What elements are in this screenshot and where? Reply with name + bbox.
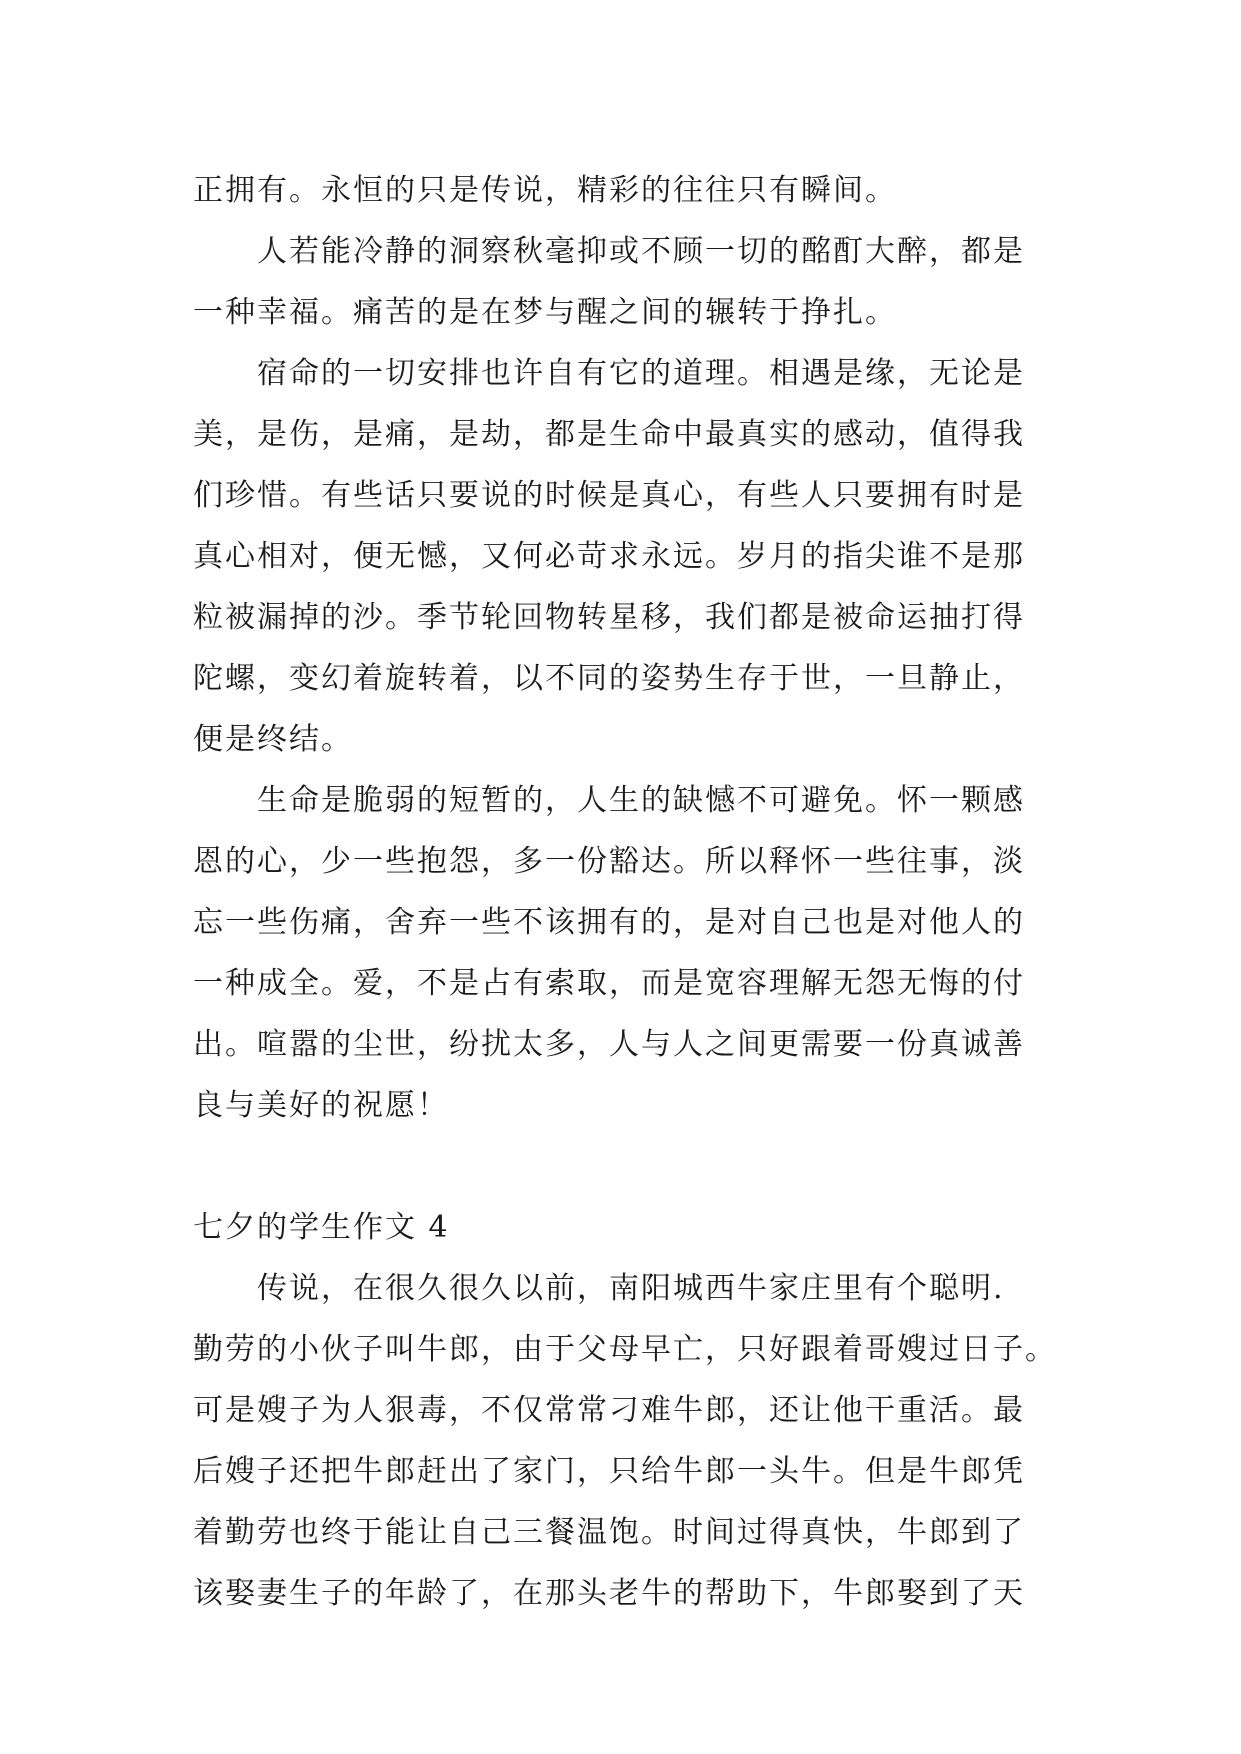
text-line: 们珍惜。有些话只要说的时候是真心，有些人只要拥有时是 bbox=[193, 478, 1025, 513]
paragraph bbox=[193, 770, 1059, 1136]
text-line: 生命是脆弱的短暂的，人生的缺憾不可避免。怀一颗感 bbox=[257, 783, 1025, 818]
text-line: 出。喧嚣的尘世，纷扰太多，人与人之间更需要一份真诚善 bbox=[193, 1027, 1025, 1062]
text-line: 真心相对，便无憾，又何必苛求永远。岁月的指尖谁不是那 bbox=[193, 539, 1025, 574]
text-line: 人若能冷静的洞察秋毫抑或不顾一切的酩酊大醉，都是 bbox=[257, 234, 1025, 269]
text-line: 粒被漏掉的沙。季节轮回物转星移，我们都是被命运抽打得 bbox=[193, 600, 1025, 635]
text-line: 美，是伤，是痛，是劫，都是生命中最真实的感动，值得我 bbox=[193, 417, 1025, 452]
text-line: 一种幸福。痛苦的是在梦与醒之间的辗转于挣扎。 bbox=[193, 295, 897, 330]
text-line: 陀螺，变幻着旋转着，以不同的姿势生存于世，一旦静止， bbox=[193, 661, 1025, 696]
text-line: 可是嫂子为人狠毒，不仅常常刁难牛郎，还让他干重活。最 bbox=[193, 1393, 1025, 1428]
document-page bbox=[193, 160, 1059, 1624]
paragraph bbox=[193, 343, 1059, 770]
text-line: 勤劳的小伙子叫牛郎，由于父母早亡，只好跟着哥嫂过日子。 bbox=[193, 1332, 1057, 1367]
text-line: 恩的心，少一些抱怨，多一份豁达。所以释怀一些往事，淡 bbox=[193, 844, 1025, 879]
paragraph bbox=[193, 1258, 1059, 1624]
text-line: 正拥有。永恒的只是传说，精彩的往往只有瞬间。 bbox=[193, 173, 897, 208]
section-spacer bbox=[193, 1136, 1059, 1197]
paragraph bbox=[193, 221, 1059, 343]
text-line: 后嫂子还把牛郎赶出了家门，只给牛郎一头牛。但是牛郎凭 bbox=[193, 1454, 1025, 1489]
text-line: 忘一些伤痛，舍弃一些不该拥有的，是对自己也是对他人的 bbox=[193, 905, 1025, 940]
text-line: 着勤劳也终于能让自己三餐温饱。时间过得真快，牛郎到了 bbox=[193, 1515, 1025, 1550]
text-line: 宿命的一切安排也许自有它的道理。相遇是缘，无论是 bbox=[257, 356, 1025, 391]
text-line: 传说，在很久很久以前，南阳城西牛家庄里有个聪明. bbox=[257, 1271, 1005, 1306]
text-line: 一种成全。爱，不是占有索取，而是宽容理解无怨无悔的付 bbox=[193, 966, 1025, 1001]
text-line: 良与美好的祝愿！ bbox=[193, 1088, 449, 1123]
text-line: 便是终结。 bbox=[193, 722, 353, 757]
section-heading: 七夕的学生作文 4 bbox=[193, 1210, 450, 1245]
text-line: 该娶妻生子的年龄了，在那头老牛的帮助下，牛郎娶到了天 bbox=[193, 1576, 1025, 1611]
